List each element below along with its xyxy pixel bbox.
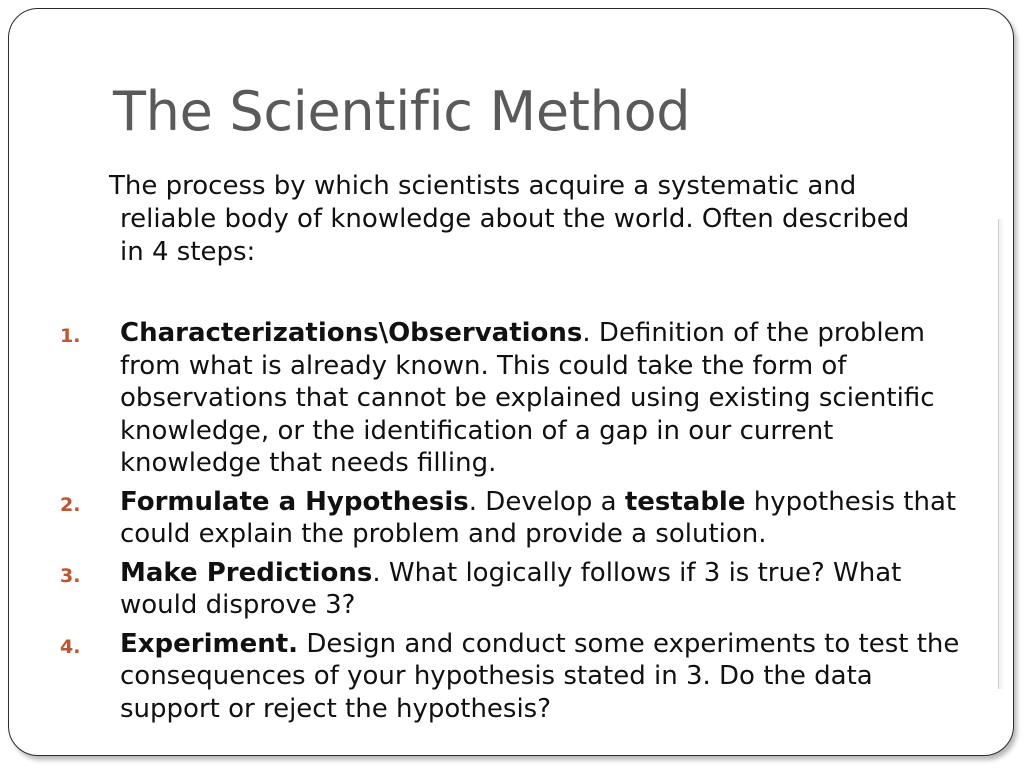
step-item-3 xyxy=(60,557,965,622)
step-emphasis: testable xyxy=(624,486,746,517)
step-text: Definition of the problem from what is already known. This could take the form of observations that cannot be explained using existing scientific knowledge, or the identification of a gap in our current knowledge that needs filling. xyxy=(120,318,935,478)
slide-title: The Scientific Method xyxy=(113,80,691,143)
step-heading-suffix: . xyxy=(468,486,478,517)
step-heading: Characterizations\Observations xyxy=(120,318,583,348)
step-text: Design and conduct some experiments to test the consequences of your hypothesis stated in 3. Do the data support or reject the hypothesis? xyxy=(120,628,960,724)
step-number: 1. xyxy=(60,325,81,347)
step-item-4 xyxy=(60,628,965,726)
step-heading: Formulate a Hypothesis xyxy=(120,486,469,517)
intro-paragraph: The process by which scientists acquire a systematic and reliable body of knowledge about the world. Often described in 4 steps: xyxy=(109,171,910,267)
step-heading-suffix: . xyxy=(372,557,381,588)
step-number: 2. xyxy=(60,493,81,516)
step-heading-suffix: . xyxy=(582,318,591,348)
step-text: hypothesis that could explain the problem and provide a solution. xyxy=(120,486,957,549)
step-heading: Make Predictions xyxy=(120,557,373,588)
step-item-2 xyxy=(60,486,965,551)
step-number: 4. xyxy=(60,635,81,658)
step-number: 3. xyxy=(60,564,81,587)
slide-edge-tab xyxy=(998,219,1005,689)
steps-list xyxy=(60,317,965,731)
step-heading: Experiment. xyxy=(120,628,299,659)
step-item-1 xyxy=(60,317,965,480)
step-text-before: Develop a xyxy=(477,486,625,517)
step-text: What logically follows if 3 is true? What would disprove 3? xyxy=(120,557,902,620)
